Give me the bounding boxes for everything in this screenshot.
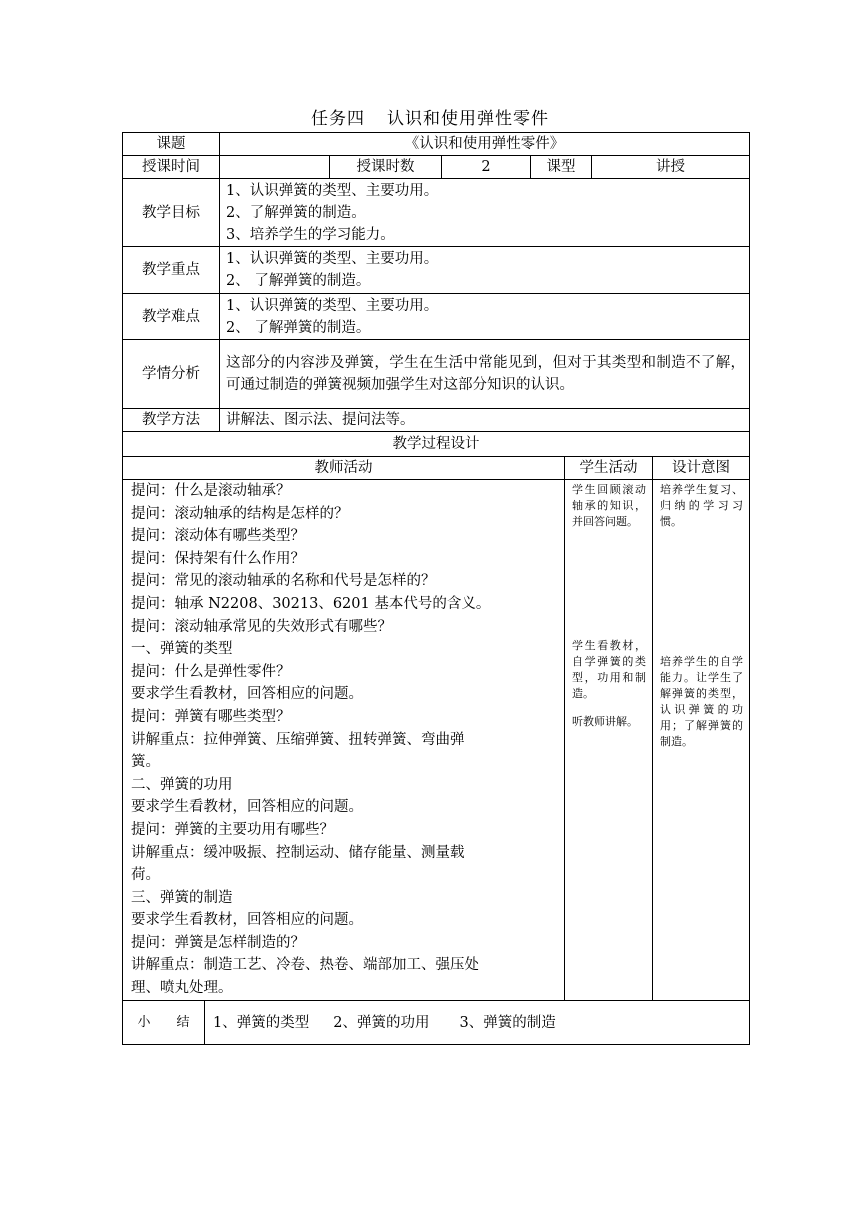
- col-student-header: 学生活动: [565, 457, 653, 480]
- process-heading: 教学过程设计: [123, 432, 750, 457]
- goal-item: 2、了解弹簧的制造。: [226, 204, 366, 221]
- teacher-line: 提问：滚动体有哪些类型？: [131, 528, 305, 545]
- summary-table: [122, 1000, 750, 1045]
- teacher-line: 提问：什么是滚动轴承？: [131, 483, 291, 499]
- title-part1: 任务四: [311, 109, 365, 129]
- type-value: 讲授: [592, 156, 750, 179]
- analysis-label: 学情分析: [123, 340, 220, 409]
- course-value: 《认识和使用弹性零件》: [220, 133, 750, 156]
- method-value: 讲解法、图示法、提问法等。: [220, 409, 750, 432]
- teacher-line: 提问：保持架有什么作用？: [131, 550, 305, 567]
- teacher-line: 提问：弹簧的主要功用有哪些？: [131, 821, 334, 838]
- hours-label: 授课时数: [330, 156, 442, 179]
- title-part2: 认识和使用弹性零件: [387, 109, 549, 129]
- difficult-item: 2、 了解弹簧的制造。: [226, 319, 371, 336]
- teacher-line: 一、弹簧的类型: [131, 641, 233, 658]
- summary-label: 小 结: [123, 1001, 205, 1045]
- lesson-info-table: [122, 132, 750, 432]
- teacher-activities: [123, 480, 565, 1001]
- key-item: 2、 了解弹簧的制造。: [226, 273, 371, 289]
- process-table: [122, 431, 750, 1001]
- goals-list: [220, 179, 750, 247]
- analysis-text: 这部分的内容涉及弹簧，学生在生活中常能见到，但对于其类型和制造不了解，可通过制造的弹簧视频加强学生对这部分知识的认识。: [220, 340, 750, 409]
- teacher-line: 讲解重点：制造工艺、冷卷、热卷、端部加工、强压处: [131, 957, 479, 974]
- teacher-line: 要求学生看教材，回答相应的问题。: [131, 799, 363, 816]
- teacher-line: 荷。: [131, 867, 160, 884]
- teacher-line: 提问：什么是弹性零件？: [131, 663, 291, 680]
- time-value: [220, 156, 330, 179]
- teacher-line: 簧。: [131, 754, 160, 771]
- summary-items: [205, 1001, 750, 1045]
- teacher-line: 提问：弹簧有哪些类型？: [131, 708, 291, 725]
- goal-item: 1、认识弹簧的类型、主要功用。: [226, 182, 439, 199]
- goals-label: 教学目标: [123, 179, 220, 247]
- teacher-line: 提问：弹簧是怎样制造的？: [131, 934, 305, 951]
- summary-item: 1、弹簧的类型: [213, 1014, 310, 1031]
- goal-item: 3、培养学生的学习能力。: [226, 226, 395, 243]
- student-activity-2: 学生看教材，自学弹簧的类型，功用和制造。: [572, 639, 646, 700]
- page-title: [0, 104, 860, 129]
- method-label: 教学方法: [123, 409, 220, 432]
- key-label: 教学重点: [123, 247, 220, 294]
- summary-item: 3、弹簧的制造: [459, 1014, 556, 1031]
- key-item: 1、认识弹簧的类型、主要功用。: [226, 251, 439, 267]
- course-label: 课题: [123, 133, 220, 156]
- design-intent: [653, 480, 750, 1001]
- difficult-label: 教学难点: [123, 294, 220, 340]
- teacher-line: 讲解重点：拉伸弹簧、压缩弹簧、扭转弹簧、弯曲弹: [131, 731, 465, 748]
- teacher-line: 提问：滚动轴承的结构是怎样的？: [131, 505, 349, 522]
- teacher-line: 提问：滚动轴承常见的失效形式有哪些？: [131, 618, 392, 635]
- type-label: 课型: [531, 156, 592, 179]
- col-intent-header: 设计意图: [653, 457, 750, 480]
- hours-value: 2: [442, 156, 531, 179]
- teacher-line: 三、弹簧的制造: [131, 889, 233, 906]
- teacher-line: 讲解重点：缓冲吸振、控制运动、储存能量、测量载: [131, 844, 465, 861]
- difficult-list: [220, 294, 750, 340]
- intent-2: 培养学生的自学能力。让学生了解弹簧的类型，认识弹簧的功用；了解弹簧的制造。: [660, 655, 744, 748]
- teacher-line: 二、弹簧的功用: [131, 776, 233, 793]
- key-list: [220, 247, 750, 294]
- teacher-line: 理、喷丸处理。: [131, 980, 233, 997]
- intent-1: 培养学生复习、归纳的学习习惯。: [660, 483, 744, 528]
- teacher-line: 提问：常见的滚动轴承的名称和代号是怎样的？: [131, 573, 436, 590]
- teacher-line: 要求学生看教材，回答相应的问题。: [131, 686, 363, 703]
- difficult-item: 1、认识弹簧的类型、主要功用。: [226, 297, 439, 314]
- time-label: 授课时间: [123, 156, 220, 179]
- summary-item: 2、弹簧的功用: [333, 1014, 430, 1031]
- student-activities: [565, 480, 653, 1001]
- student-activity-3: 听教师讲解。: [572, 715, 638, 728]
- col-teacher-header: 教师活动: [123, 457, 565, 480]
- teacher-line: 提问：轴承 N2208、30213、6201 基本代号的含义。: [131, 595, 491, 612]
- student-activity-1: 学生回顾滚动轴承的知识，并回答问题。: [572, 483, 646, 528]
- teacher-line: 要求学生看教材，回答相应的问题。: [131, 912, 363, 929]
